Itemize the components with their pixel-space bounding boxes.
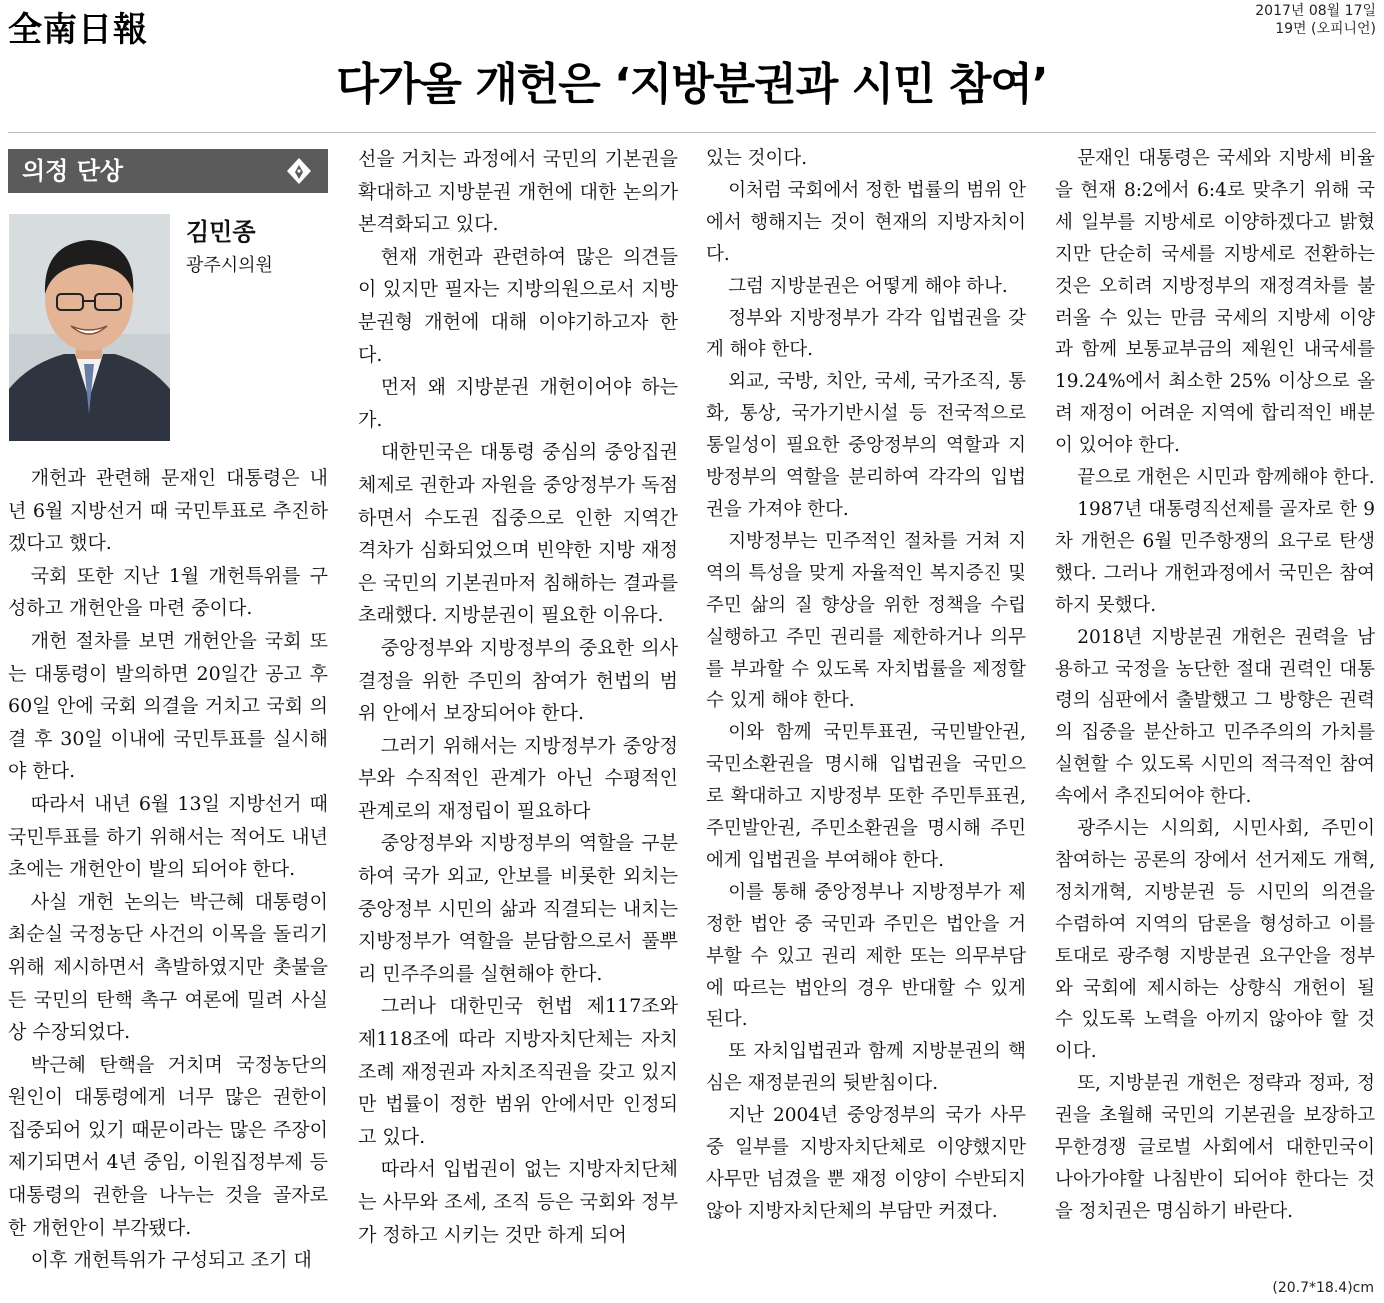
paragraph: 국회 또한 지난 1월 개헌특위를 구성하고 개헌안을 마련 중이다. (8, 564, 328, 620)
paragraph: 이를 통해 중앙정부나 지방정부가 제정한 법안 중 국민과 주민은 법안을 거부할 수 있고 권리 제한 또는 의무부담에 따르는 법안의 경우 반대할 수 있게 된다. (706, 881, 1026, 1031)
article-headline: 다가올 개헌은 ‘지방분권과 시민 참여’ (336, 59, 1048, 110)
publication-date: 2017년 08월 17일 (1255, 3, 1376, 19)
paragraph: 따라서 내년 6월 13일 지방선거 때 국민투표를 하기 위해서는 적어도 내년 초에는 개헌안이 발의 되어야 한다. (8, 792, 328, 881)
paragraph: 끝으로 개헌은 시민과 함께해야 한다. (1077, 467, 1375, 489)
paragraph: 먼저 왜 지방분권 개헌이어야 하는가. (358, 376, 678, 431)
paragraph: 1987년 대통령직선제를 골자로 한 9차 개헌은 6월 민주항쟁의 요구로 탄생했다. 그러나 개헌과정에서 국민은 참여하지 못했다. (1055, 498, 1375, 616)
column-section-label (8, 149, 328, 193)
article-column-3 (706, 143, 1026, 1277)
clipping-dimensions: (20.7*18.4)cm (1272, 1280, 1374, 1296)
author-name: 김민종 (186, 218, 256, 246)
paragraph: 2018년 지방분권 개헌은 권력을 남용하고 국정을 농단한 절대 권력인 대통령의 심판에서 출발했고 그 방향은 권력의 집중을 분산하고 민주주의의 가치를 실현할 수 있도록 시민의 적극적인 참여 속에서 추진되어야 한다. (1055, 626, 1375, 808)
newspaper-masthead: 全南日報 (8, 10, 148, 50)
paragraph: 사실 개헌 논의는 박근혜 대통령이 최순실 국정농단 사건의 이목을 돌리기 위해 제시하면서 촉발하였지만 촛불을 든 국민의 탄핵 촉구 여론에 밀려 사실상 수장되었다. (8, 890, 328, 1044)
paragraph: 또, 지방분권 개헌은 정략과 정파, 정권을 초월해 국민의 기본권을 보장하고 무한경쟁 글로벌 사회에서 대한민국이 나아가야할 나침반이 되어야 한다는 것을 정치권은 명심하기 바란다. (1055, 1073, 1375, 1222)
paragraph: 광주시는 시의회, 시민사회, 주민이 참여하는 공론의 장에서 선거제도 개혁, 정치개혁, 지방분권 등 시민의 의견을 수렴하여 지역의 담론을 형성하고 이를 토대로 광주형 지방분권 요구안을 정부와 국회에 제시하는 상향식 개헌이 될 수 있도록 노력을 아끼지 않아야 할 것이다. (1055, 818, 1375, 1063)
paragraph: 그러나 대한민국 헌법 제117조와 제118조에 따라 지방자치단체는 자치조례 재정권과 자치조직권을 갖고 있지만 법률이 정한 범위 안에서만 인정되고 있다. (358, 995, 678, 1148)
author-portrait-image (9, 214, 170, 441)
paragraph: 그럼 지방분권은 어떻게 해야 하나. (728, 275, 1008, 297)
paragraph: 정부와 지방정부가 각각 입법권을 갖게 해야 한다. (706, 307, 1026, 361)
article-column-1 (8, 462, 328, 1277)
paragraph: 그러기 위해서는 지방정부가 중앙정부와 수직적인 관계가 아닌 수평적인 관계로의 재정립이 필요하다 (358, 734, 678, 822)
paragraph: 있는 것이다. (706, 148, 808, 169)
paragraph: 이처럼 국회에서 정한 법률의 범위 안에서 행해지는 것이 현재의 지방자치이다. (706, 179, 1026, 265)
article-column-4 (1055, 143, 1375, 1277)
column-section-title: 의정 단상 (22, 157, 124, 185)
paragraph: 박근혜 탄핵을 거치며 국정농단의 원인이 대통령에게 너무 많은 권한이 집중되어 있기 때문이라는 많은 주장이 제기되면서 4년 중임, 이원집정부제 등 대통령의 권한을 나누는 것을 골자로 한 개헌안이 부각됐다. (8, 1053, 328, 1239)
paragraph: 개헌 절차를 보면 개헌안을 국회 또는 대통령이 발의하면 20일간 공고 후 60일 안에 국회 의결을 거치고 국회 의결 후 30일 이내에 국민투표를 실시해야 한다. (8, 629, 328, 783)
paragraph: 현재 개헌과 관련하여 많은 의견들이 있지만 필자는 지방의원으로서 지방분권형 개헌에 대해 이야기하고자 한다. (358, 245, 678, 366)
paragraph: 따라서 입법권이 없는 지방자치단체는 사무와 조세, 조직 등은 국회와 정부가 정하고 시키는 것만 하게 되어 (358, 1158, 678, 1246)
header-divider (8, 132, 1376, 133)
paragraph: 이와 함께 국민투표권, 국민발안권, 국민소환권을 명시해 입법권을 국민으로 확대하고 지방정부 또한 주민투표권, 주민발안권, 주민소환권을 명시해 주민에게 입법권을 부여해야 한다. (706, 722, 1026, 871)
page-info: 19면 (오피니언) (1275, 21, 1376, 37)
paragraph: 개헌과 관련해 문재인 대통령은 내년 6월 지방선거 때 국민투표로 추진하겠다고 했다. (8, 467, 328, 555)
fountain-pen-icon (284, 156, 314, 186)
paragraph: 외교, 국방, 치안, 국세, 국가조직, 통화, 통상, 국가기반시설 등 전국적으로 통일성이 필요한 중앙정부의 역할과 지방정부의 역할을 분리하여 각각의 입법권을 가져야 한다. (706, 371, 1026, 520)
paragraph: 이후 개헌특위가 구성되고 조기 대 (30, 1249, 312, 1272)
paragraph: 중앙정부와 지방정부의 중요한 의사결정을 위한 주민의 참여가 헌법의 범위 안에서 보장되어야 한다. (358, 636, 678, 725)
author-photo (9, 214, 170, 441)
paragraph: 문재인 대통령은 국세와 지방세 비율을 현재 8:2에서 6:4로 맞추기 위해 국세 일부를 지방세로 이양하겠다고 밝혔지만 단순히 국세를 지방세로 전환하는 것은 오히려 지방정부의 재정격차를 불러올 수 있는 만큼 국세의 지방세 이양과 함께 보통교부금의 제원인 내국세를 19.24%에서 최소한 25% 이상으로 올려 재정이 어려운 지역에 합리적인 배분이 있어야 한다. (1055, 148, 1375, 457)
paragraph: 지방정부는 민주적인 절차를 거쳐 지역의 특성을 맞게 자율적인 복지증진 및 주민 삶의 질 향상을 위한 정책을 수립 실행하고 주민 권리를 제한하거나 의무를 부과할 수 있도록 자치법률을 제정할 수 있게 해야 한다. (706, 530, 1026, 712)
article-column-2 (358, 143, 678, 1277)
paragraph: 대한민국은 대통령 중심의 중앙집권체제로 권한과 자원을 중앙정부가 독점하면서 수도권 집중으로 인한 지역간 격차가 심화되었으며 빈약한 지방 재정은 국민의 기본권마저 침해하는 결과를 초래했다. 지방분권이 필요한 이유다. (358, 441, 678, 627)
publication-meta (1255, 2, 1376, 38)
paragraph: 지난 2004년 중앙정부의 국가 사무중 일부를 지방자치단체로 이양했지만 사무만 넘겼을 뿐 재정 이양이 수반되지 않아 지방자치단체의 부담만 커졌다. (706, 1105, 1026, 1222)
paragraph: 중앙정부와 지방정부의 역할을 구분하여 국가 외교, 안보를 비롯한 외치는 중앙정부 시민의 삶과 직결되는 내치는 지방정부가 역할을 분담함으로서 풀뿌리 민주주의를 실현해야 한다. (358, 832, 678, 985)
paragraph: 또 자치입법권과 함께 지방분권의 핵심은 재정분권의 뒷받침이다. (706, 1041, 1026, 1095)
paragraph: 선을 거치는 과정에서 국민의 기본권을 확대하고 지방분권 개헌에 대한 논의가 본격화되고 있다. (358, 148, 678, 236)
author-title: 광주시의원 (186, 255, 273, 276)
